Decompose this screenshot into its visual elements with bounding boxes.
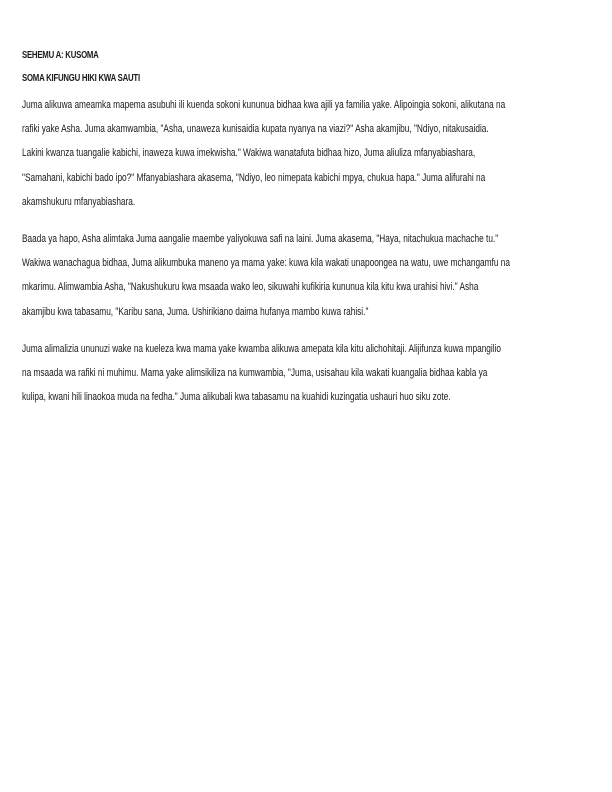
text-line: "Samahani, kabichi bado ipo?" Mfanyabiashara akasema, "Ndiyo, leo nimepata kabichi mpya, chukua hapa." Juma alifurahi na (22, 171, 486, 184)
text-line: Wakiwa wanachagua bidhaa, Juma alikumbuka maneno ya mama yake: kuwa kila wakati unapoongea na watu, uwe mchangamfu na (22, 257, 510, 270)
section-title: SEHEMU A: KUSOMA (22, 50, 99, 61)
text-line: akamshukuru mfanyabiashara. (22, 195, 136, 208)
text-line: akamjibu kwa tabasamu, "Karibu sana, Juma. Ushirikiano daima hufanya mambo kuwa rahisi." (22, 305, 369, 318)
paragraph-2 (22, 227, 590, 324)
text-line: rafiki yake Asha. Juma akamwambia, "Asha, unaweza kunisaidia kupata nyanya na viazi?" Asha akamjibu, "Ndiyo, nitakusaidia. (22, 123, 489, 136)
document-page (22, 44, 590, 422)
text-line: Baada ya hapo, Asha alimtaka Juma aangalie maembe yaliyokuwa safi na laini. Juma akasema, "Haya, nitachukua machache tu." (22, 233, 499, 246)
text-line: mkarimu. Alimwambia Asha, "Nakushukuru kwa msaada wako leo, sikuwahi kufikiria kununua kila kitu kwa urahisi hivi." Asha (22, 281, 479, 294)
paragraph-3 (22, 337, 590, 410)
text-line: Juma alimalizia ununuzi wake na kueleza kwa mama yake kwamba alikuwa amepata kila kitu alichohitaji. Alijifunza kuwa mpangilio (22, 342, 502, 355)
reading-passage (22, 93, 590, 409)
text-line: Juma alikuwa ameamka mapema asubuhi ili kuenda sokoni kununua bidhaa kwa ajili ya familia yake. Alipoingia sokoni, alikutana na (22, 99, 506, 111)
text-line: Lakini kwanza tuangalie kabichi, inaweza kuwa imekwisha." Wakiwa wanatafuta bidhaa hizo, Juma aliuliza mfanyabiashara, (22, 147, 476, 160)
reading-instruction: SOMA KIFUNGU HIKI KWA SAUTI (22, 73, 140, 84)
text-line: na msaada wa rafiki ni muhimu. Mama yake alimsikiliza na kumwambia, "Juma, usisahau kila wakati kuangalia bidhaa kabla ya (22, 367, 488, 380)
text-line: kulipa, kwani hili linaokoa muda na fedha." Juma alikubali kwa tabasamu na kuahidi kuzingatia ushauri huo siku zote. (22, 391, 451, 404)
paragraph-1 (22, 93, 590, 214)
